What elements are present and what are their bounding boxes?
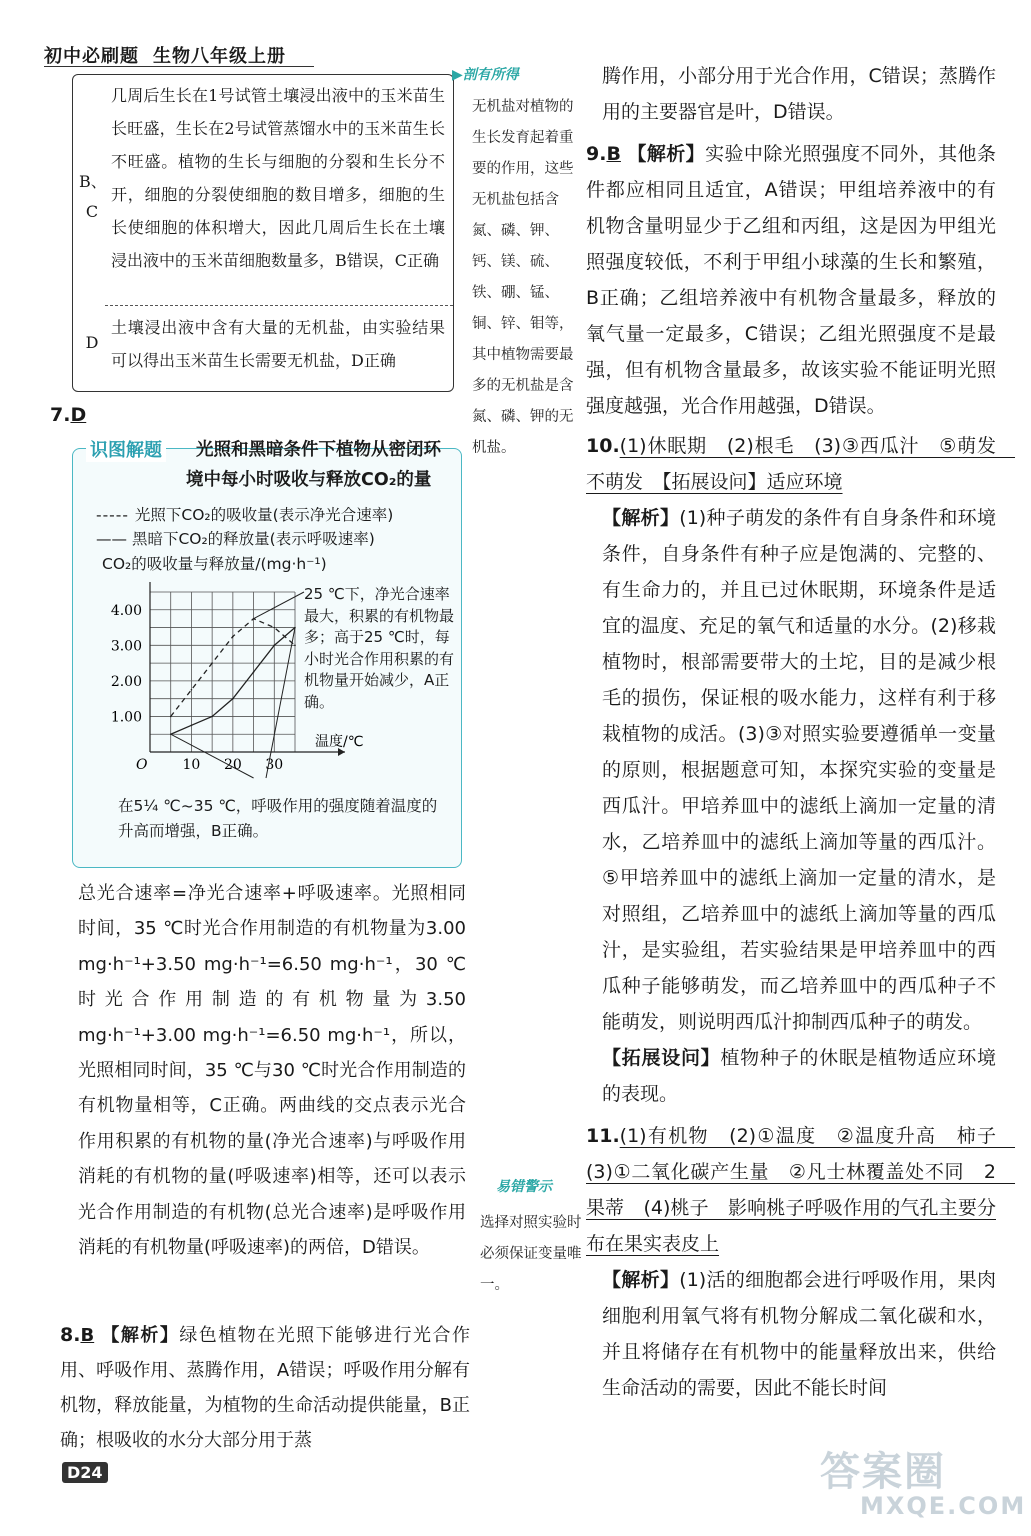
chart-svg — [90, 570, 364, 790]
chart-annotation-b: 在5¼ ℃~35 ℃，呼吸作用的强度随着温度的升高而增强，B正确。 — [118, 797, 438, 840]
question-number: 11. — [586, 1125, 620, 1147]
margin-note: 选择对照实验时必须保证变量唯一。 — [480, 1215, 582, 1293]
data-point — [191, 689, 193, 691]
analysis-tag: 【解析】 — [627, 143, 706, 165]
data-point — [232, 636, 234, 638]
y-tick-label: 2.00 — [110, 673, 142, 690]
analysis-text: (1)种子萌发的条件有自身条件和环境条件，自身条件有种子应是饱满的、完整的、有生命力的，并且已过休眠期，环境条件是适宜的温度、充足的氧气和适量的水分。(2)移栽植物时，根部需要带大的土坨，目的是减少根毛的损伤，保证根的吸水能力，这样有利于移栽植物的成活。(3)③对照实验要遵循单一变量的原则，根据题意可知，本探究实验的变量是西瓜汁。甲培养皿中的滤纸上滴加一定量的清水，乙培养皿中的滤纸上滴加等量的西瓜汁。⑤甲培养皿中的滤纸上滴加一定量的清水，是对照组，乙培养皿中的滤纸上滴加等量的西瓜汁，是实验组，若实验结果是甲培养皿中的西瓜种子能够萌发，而乙培养皿中的西瓜种子不能萌发，则说明西瓜汁抑制西瓜种子的萌发。 — [602, 507, 996, 1033]
data-point — [273, 645, 275, 647]
legend-dashed: ----- 光照下CO₂的吸收量(表示净光合速率) — [96, 506, 394, 524]
data-point — [191, 725, 193, 727]
right-column — [586, 58, 1016, 1406]
analysis-tag: 【解析】 — [101, 1325, 180, 1346]
row-divider — [105, 305, 453, 306]
y-tick-label: 3.00 — [110, 638, 142, 655]
watermark-logo: 答案圈 — [820, 1449, 946, 1495]
q8-continued: 腾作用，小部分用于光合作用，C错误；蒸腾作用的主要器官是叶，D错误。 — [602, 65, 996, 123]
question-number: 8. — [60, 1324, 81, 1346]
question-9 — [586, 136, 996, 424]
question-answer: B — [606, 143, 621, 165]
legend-solid: —— 黑暗下CO₂的释放量(表示呼吸速率) — [96, 530, 375, 548]
row-label: B、C — [79, 172, 107, 221]
answer-table — [72, 74, 454, 392]
data-point — [294, 645, 296, 647]
analysis-tag: 【解析】 — [602, 1269, 680, 1291]
x-tick-label: 30 — [265, 757, 284, 773]
page-header — [44, 42, 286, 68]
analysis-tag: 【解析】 — [602, 507, 680, 529]
y-tick-label: 1.00 — [110, 709, 142, 726]
chart-grid — [150, 592, 295, 752]
margin-note: 无机盐对植物的生长发育起着重要的作用，这些无机盐包括含氮、磷、钾、钙、镁、硫、铁、硼、锰、铜、锌、钼等，其中植物需要最多的无机盐是含氮、磷、钾的无机盐。 — [472, 99, 574, 456]
question-8 — [60, 1318, 470, 1458]
x-tick-label: 10 — [182, 757, 201, 773]
note-title: 易错警示 — [496, 1179, 552, 1195]
question-number: 9. — [586, 143, 607, 165]
page-number: D24 — [62, 1462, 108, 1483]
chart-annotation-a: 25 ℃下，净光合速率最大，积累的有机物最多；高于25 ℃时，每小时光合作用积累的有机物量开始减少，A正确。 — [304, 585, 455, 711]
data-point — [273, 627, 275, 629]
y-tick-label: 4.00 — [110, 602, 142, 619]
analysis-text: 绿色植物在光照下能够进行光合作用、呼吸作用、蒸腾作用，A错误；呼吸作用分解有机物，释放能量，为植物的生命活动提供能量，B正确；根吸收的水分大部分用于蒸 — [60, 1325, 471, 1451]
q11-analysis — [586, 1262, 996, 1406]
row-label: D — [85, 333, 99, 352]
extension-tag: 【拓展设问】 — [602, 1047, 721, 1069]
row-text: 几周后生长在1号试管土壤浸出液中的玉米苗生长旺盛，生长在2号试管蒸馏水中的玉米苗生长不旺盛。植物的生长与细胞的分裂和生长分不开，细胞的分裂使细胞的数目增多，细胞的生长使细胞的体积增大，因此几周后生长在土壤浸出液中的玉米苗细胞数量多，B错误，C正确 — [111, 86, 445, 270]
question-7 — [50, 404, 86, 426]
chart-series — [170, 592, 304, 778]
data-point — [211, 662, 213, 664]
q7-explanation: 总光合速率=净光合速率+呼吸速率。光照相同时间，35 ℃时光合作用制造的有机物量为3.00 mg·h⁻¹+3.50 mg·h⁻¹=6.50 mg·h⁻¹，30 ℃时光合作用制造的有机物量为3.50 mg·h⁻¹+3.00 mg·h⁻¹=6.50 mg·h⁻¹，所以，光照相同时间，35 ℃与30 ℃时光合作用制造的有机物量相等，C正确。两曲线的交点表示光合作用积累的有机物的量(净光合速率)与呼吸作用消耗的有机物的量(呼吸速率)相等，还可以表示光合作用制造的有机物(总光合速率)是呼吸作用消耗的有机物量(呼吸速率)的两倍，D错误。 — [78, 883, 466, 1259]
data-point — [232, 698, 234, 700]
x-tick-label: 20 — [223, 757, 242, 773]
chart-title-line2: 境中每小时吸收与释放CO₂的量 — [186, 470, 432, 490]
data-point — [170, 716, 172, 718]
question-answer: B — [80, 1325, 95, 1346]
data-point — [253, 671, 255, 673]
question-10 — [586, 428, 1016, 500]
data-point — [211, 716, 213, 718]
y-axis-label: CO₂的吸收量与释放量/(mg·h⁻¹) — [102, 555, 327, 573]
watermark-url: MXQE.COM — [860, 1492, 1027, 1520]
book-title: 初中必刷题 — [44, 46, 139, 67]
q10-extension — [586, 1040, 996, 1112]
q10-analysis — [586, 500, 996, 1040]
legend-dashed-label: 光照下CO₂的吸收量(表示净光合速率) — [134, 506, 394, 524]
extension-text: 植物种子的休眠是植物适应环境的表现。 — [602, 1047, 996, 1105]
chart-tag: 识图解题 — [86, 436, 166, 462]
x-axis-label: 温度/℃ — [315, 734, 364, 750]
question-number: 10. — [586, 435, 620, 457]
table-row — [73, 79, 453, 305]
question-answer: (1)休眠期 (2)根毛 (3)③西瓜汁 ⑤萌发 不萌发 【拓展设问】适应环境 — [586, 435, 1016, 493]
chart-title-line1: 光照和黑暗条件下植物从密闭环 — [196, 440, 441, 460]
legend-solid-label: 黑暗下CO₂的释放量(表示呼吸速率) — [131, 530, 375, 548]
table-row — [73, 311, 453, 387]
question-answer: (1)有机物 (2)①温度 ②温度升高 柿子 (3)①二氧化碳产生量 ②凡士林覆盖处不同 2 果蒂 (4)桃子 影响桃子呼吸作用的气孔主要分布在果实表皮上 — [586, 1125, 1016, 1255]
origin-label: O — [136, 757, 148, 773]
header-divider — [44, 66, 314, 67]
question-number: 7. — [50, 404, 71, 426]
analysis-text: 实验中除光照强度不同外，其他条件都应相同且适宜，A错误；甲组培养液中的有机物含量明显少于乙组和丙组，这是因为甲组光照强度较低，不利于甲组小球藻的生长和繁殖，B正确；乙组培养液中有机物含量最多，释放的氧气量一定最多，C错误；乙组光照强度不是最强，但有机物含量最多，故该实验不能证明光照强度越强，光合作用越强，D错误。 — [586, 143, 996, 417]
note-title: ▶剖有所得 — [452, 67, 519, 83]
row-text: 土壤浸出液中含有大量的无机盐，由实验结果可以得出玉米苗生长需要无机盐，D正确 — [111, 318, 445, 370]
annotation-pointer — [254, 592, 304, 619]
analysis-text: (1)活的细胞都会进行呼吸作用，果肉细胞利用氧气将有机物分解成二氧化碳和水，并且将储存在有机物中的能量释放出来，供给生命活动的需要，因此不能长时间 — [602, 1269, 996, 1399]
question-answer: D — [70, 404, 87, 426]
question-11 — [586, 1118, 1016, 1262]
subject-title: 生物八年级上册 — [153, 46, 286, 67]
